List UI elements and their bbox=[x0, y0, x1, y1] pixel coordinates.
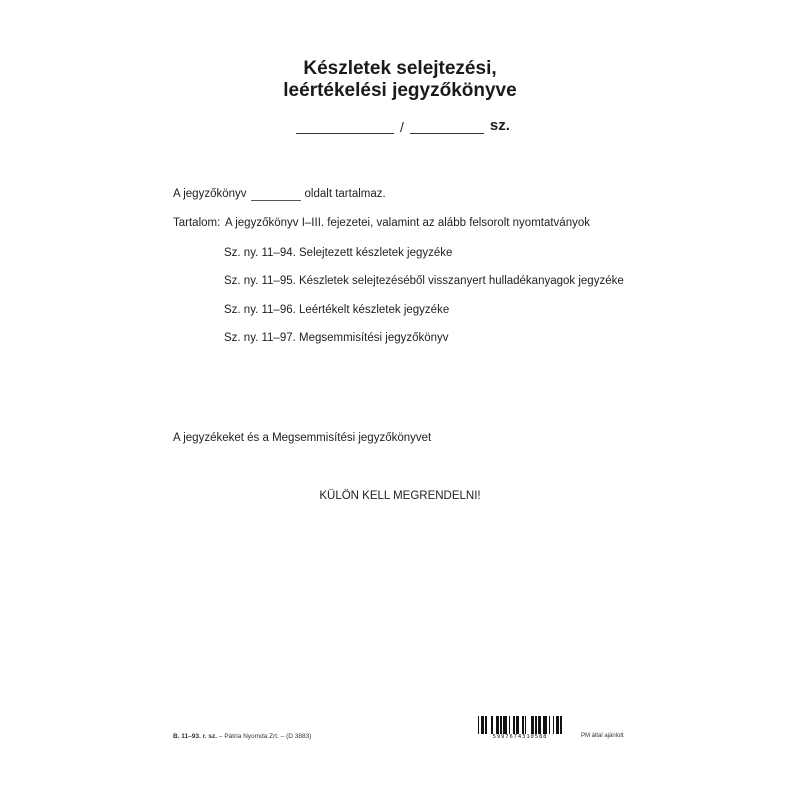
endorsement-note: PM által ajánlott bbox=[581, 733, 624, 739]
contents-text: A jegyzőkönyv I–III. fejezetei, valamint az alább felsorolt nyomtatványok bbox=[225, 217, 590, 229]
barcode-digits: 5997674310588 bbox=[492, 734, 548, 740]
form-list-item: Sz. ny. 11–97. Megsemmisítési jegyzőkönyv bbox=[224, 332, 449, 344]
form-code: B. 11–93. r. sz. bbox=[173, 733, 218, 740]
number-blank-field[interactable] bbox=[296, 119, 394, 134]
form-list-item: Sz. ny. 11–94. Selejtezett készletek jegyzéke bbox=[224, 247, 453, 259]
barcode-bar bbox=[560, 716, 561, 734]
barcode bbox=[478, 716, 562, 742]
contents-line bbox=[173, 216, 590, 230]
pages-prefix: A jegyzőkönyv bbox=[173, 188, 247, 200]
publisher-info: – Pátria Nyomda Zrt. – (D 3883) bbox=[218, 733, 312, 740]
document-number-line bbox=[296, 116, 510, 134]
barcode-bars bbox=[478, 716, 562, 734]
document-title-line-1: Készletek selejtezési, bbox=[303, 58, 497, 79]
order-note: A jegyzékeket és a Megsemmisítési jegyzőkönyvet bbox=[173, 432, 432, 444]
order-separately-notice: KÜLÖN KELL MEGRENDELNI! bbox=[319, 490, 481, 502]
page-count-blank-field[interactable] bbox=[251, 189, 301, 201]
year-blank-field[interactable] bbox=[410, 119, 484, 134]
number-suffix: sz. bbox=[489, 117, 510, 134]
footer-form-code bbox=[173, 733, 311, 740]
pages-suffix: oldalt tartalmaz. bbox=[304, 188, 386, 200]
number-separator: / bbox=[400, 119, 404, 135]
page-count-line bbox=[173, 187, 386, 201]
form-list-item: Sz. ny. 11–96. Leértékelt készletek jegyzéke bbox=[224, 304, 450, 316]
contents-label: Tartalom: bbox=[173, 217, 221, 229]
form-list-item: Sz. ny. 11–95. Készletek selejtezéséből visszanyert hulladékanyagok jegyzéke bbox=[224, 275, 624, 287]
document-title-line-2: leértékelési jegyzőkönyve bbox=[283, 80, 517, 101]
